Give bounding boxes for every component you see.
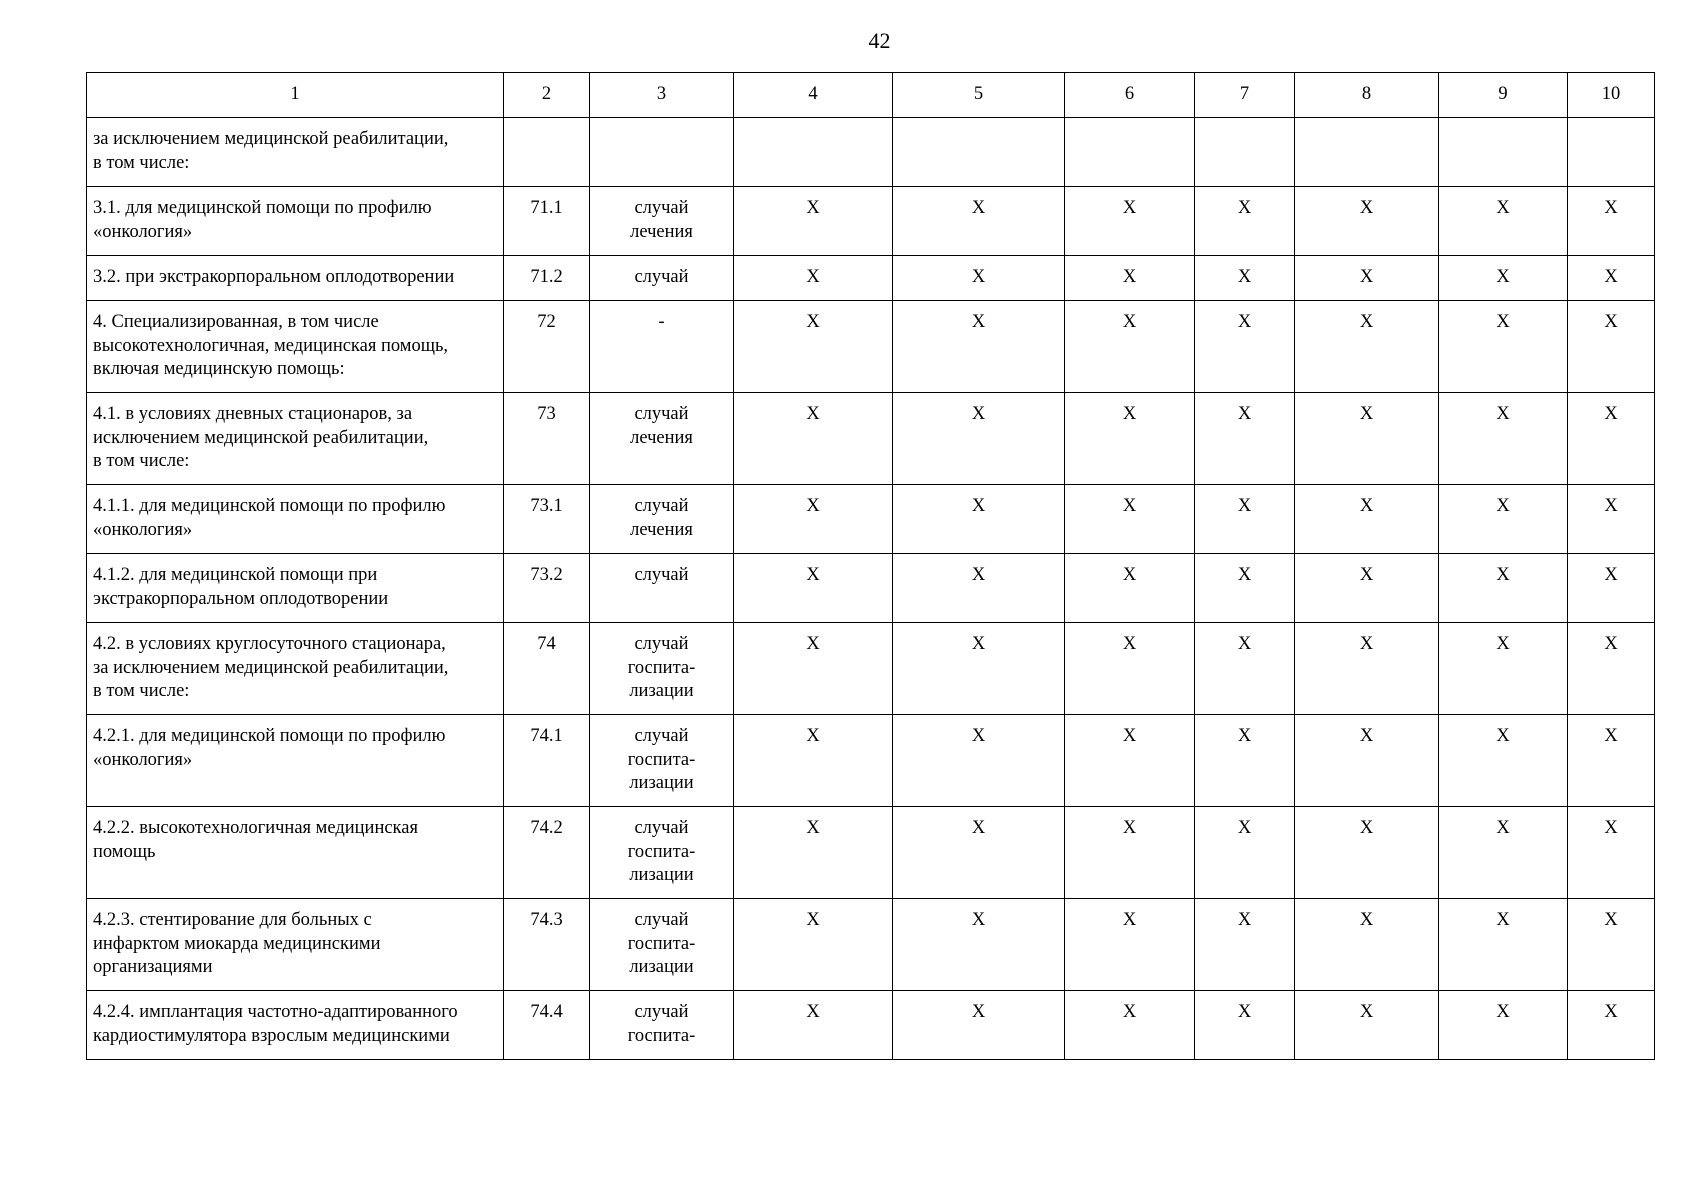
row-value-cell: X: [1568, 899, 1655, 991]
row-value-cell: X: [1065, 256, 1195, 301]
row-value-cell: X: [1065, 899, 1195, 991]
row-code-cell: 73.1: [504, 485, 590, 554]
row-name-cell: 3.1. для медицинской помощи по профилю «онкология»: [87, 187, 504, 256]
row-value-cell: X: [1195, 485, 1295, 554]
table-row: [87, 899, 1655, 991]
row-value-cell: X: [734, 807, 893, 899]
header-row: [87, 73, 1655, 118]
row-code-cell: [504, 118, 590, 187]
row-value-cell: X: [1568, 485, 1655, 554]
table-row: [87, 554, 1655, 623]
column-header: 2: [504, 73, 590, 118]
column-header: 10: [1568, 73, 1655, 118]
row-value-cell: X: [1195, 554, 1295, 623]
row-value-cell: X: [1295, 485, 1439, 554]
row-value-cell: X: [893, 623, 1065, 715]
row-value-cell: [1065, 118, 1195, 187]
row-value-cell: X: [893, 256, 1065, 301]
row-value-cell: X: [893, 485, 1065, 554]
row-value-cell: X: [1065, 301, 1195, 393]
row-value-cell: X: [893, 715, 1065, 807]
row-value-cell: X: [1439, 554, 1568, 623]
row-name-cell: за исключением медицинской реабилитации, в том числе:: [87, 118, 504, 187]
column-header: 3: [590, 73, 734, 118]
column-header: 9: [1439, 73, 1568, 118]
row-value-cell: X: [1065, 807, 1195, 899]
row-value-cell: X: [1439, 899, 1568, 991]
column-header: 6: [1065, 73, 1195, 118]
row-code-cell: 72: [504, 301, 590, 393]
table-row: [87, 256, 1655, 301]
column-header: 7: [1195, 73, 1295, 118]
row-code-cell: 74.3: [504, 899, 590, 991]
row-value-cell: X: [1439, 991, 1568, 1060]
column-header: 4: [734, 73, 893, 118]
table-row: [87, 485, 1655, 554]
row-name-cell: 3.2. при экстракорпоральном оплодотворении: [87, 256, 504, 301]
row-value-cell: X: [1295, 393, 1439, 485]
table-row: [87, 118, 1655, 187]
row-code-cell: 73: [504, 393, 590, 485]
row-value-cell: X: [734, 187, 893, 256]
row-unit-cell: случай госпита- лизации: [590, 715, 734, 807]
row-value-cell: X: [1065, 485, 1195, 554]
row-value-cell: [1568, 118, 1655, 187]
row-code-cell: 74: [504, 623, 590, 715]
row-value-cell: X: [734, 393, 893, 485]
row-name-cell: 4.2.4. имплантация частотно-адаптированного кардиостимулятора взрослым медицинскими: [87, 991, 504, 1060]
row-value-cell: X: [1568, 393, 1655, 485]
row-name-cell: 4.2.3. стентирование для больных с инфарктом миокарда медицинскими организациями: [87, 899, 504, 991]
row-value-cell: X: [893, 393, 1065, 485]
table-row: [87, 393, 1655, 485]
row-value-cell: X: [734, 256, 893, 301]
table-row: [87, 715, 1655, 807]
row-value-cell: X: [1295, 991, 1439, 1060]
row-unit-cell: случай госпита- лизации: [590, 899, 734, 991]
row-value-cell: X: [1065, 623, 1195, 715]
row-value-cell: X: [1195, 899, 1295, 991]
row-name-cell: 4.1.2. для медицинской помощи при экстракорпоральном оплодотворении: [87, 554, 504, 623]
row-value-cell: X: [1568, 715, 1655, 807]
row-value-cell: X: [1439, 715, 1568, 807]
row-value-cell: X: [1295, 807, 1439, 899]
column-header: 8: [1295, 73, 1439, 118]
row-value-cell: X: [1195, 623, 1295, 715]
row-value-cell: X: [1295, 301, 1439, 393]
row-value-cell: X: [1065, 715, 1195, 807]
row-value-cell: X: [1439, 256, 1568, 301]
table-row: [87, 301, 1655, 393]
table-row: [87, 623, 1655, 715]
row-unit-cell: -: [590, 301, 734, 393]
row-value-cell: X: [1065, 393, 1195, 485]
row-unit-cell: случай госпита- лизации: [590, 623, 734, 715]
row-value-cell: X: [1568, 991, 1655, 1060]
data-table: [86, 72, 1655, 1060]
row-value-cell: X: [1568, 554, 1655, 623]
row-unit-cell: случай лечения: [590, 187, 734, 256]
row-value-cell: X: [1439, 393, 1568, 485]
row-value-cell: X: [1295, 256, 1439, 301]
row-unit-cell: случай лечения: [590, 485, 734, 554]
row-code-cell: 74.2: [504, 807, 590, 899]
row-value-cell: X: [1568, 301, 1655, 393]
row-value-cell: X: [1195, 991, 1295, 1060]
row-value-cell: X: [1295, 554, 1439, 623]
row-value-cell: X: [734, 554, 893, 623]
row-value-cell: X: [1568, 807, 1655, 899]
row-value-cell: X: [893, 991, 1065, 1060]
row-value-cell: X: [1065, 554, 1195, 623]
row-value-cell: X: [1568, 256, 1655, 301]
row-value-cell: X: [734, 899, 893, 991]
row-value-cell: X: [1439, 301, 1568, 393]
row-value-cell: X: [1439, 807, 1568, 899]
row-value-cell: X: [1065, 991, 1195, 1060]
row-value-cell: X: [1568, 187, 1655, 256]
row-value-cell: X: [1295, 187, 1439, 256]
row-value-cell: X: [734, 991, 893, 1060]
row-value-cell: [1295, 118, 1439, 187]
row-value-cell: X: [1295, 715, 1439, 807]
row-name-cell: 4.2.2. высокотехнологичная медицинская помощь: [87, 807, 504, 899]
row-value-cell: [1195, 118, 1295, 187]
row-value-cell: X: [1439, 623, 1568, 715]
table-row: [87, 807, 1655, 899]
row-value-cell: X: [1195, 256, 1295, 301]
row-name-cell: 4.2.1. для медицинской помощи по профилю «онкология»: [87, 715, 504, 807]
row-value-cell: X: [1065, 187, 1195, 256]
row-value-cell: X: [1195, 807, 1295, 899]
row-value-cell: X: [893, 899, 1065, 991]
row-unit-cell: случай лечения: [590, 393, 734, 485]
row-value-cell: X: [1295, 899, 1439, 991]
row-name-cell: 4.2. в условиях круглосуточного стационара, за исключением медицинской реабилитации, в том числе:: [87, 623, 504, 715]
row-code-cell: 74.4: [504, 991, 590, 1060]
row-value-cell: X: [893, 807, 1065, 899]
row-unit-cell: [590, 118, 734, 187]
row-value-cell: X: [1195, 715, 1295, 807]
column-header: 1: [87, 73, 504, 118]
row-value-cell: X: [1568, 623, 1655, 715]
row-unit-cell: случай: [590, 256, 734, 301]
table-row: [87, 187, 1655, 256]
row-value-cell: X: [734, 715, 893, 807]
row-unit-cell: случай госпита- лизации: [590, 807, 734, 899]
row-value-cell: X: [1439, 187, 1568, 256]
row-value-cell: X: [1195, 187, 1295, 256]
column-header: 5: [893, 73, 1065, 118]
row-value-cell: X: [893, 554, 1065, 623]
row-value-cell: [893, 118, 1065, 187]
page-number: 42: [868, 28, 891, 53]
row-name-cell: 4.1. в условиях дневных стационаров, за исключением медицинской реабилитации, в том числе:: [87, 393, 504, 485]
row-value-cell: X: [893, 187, 1065, 256]
row-value-cell: X: [1439, 485, 1568, 554]
row-code-cell: 73.2: [504, 554, 590, 623]
row-value-cell: X: [734, 485, 893, 554]
row-value-cell: X: [1195, 393, 1295, 485]
row-value-cell: [734, 118, 893, 187]
row-value-cell: X: [734, 301, 893, 393]
row-unit-cell: случай: [590, 554, 734, 623]
row-value-cell: X: [1295, 623, 1439, 715]
row-value-cell: [1439, 118, 1568, 187]
row-value-cell: X: [734, 623, 893, 715]
row-name-cell: 4. Специализированная, в том числе высокотехнологичная, медицинская помощь, включая медицинскую помощь:: [87, 301, 504, 393]
row-unit-cell: случай госпита-: [590, 991, 734, 1060]
row-code-cell: 71.1: [504, 187, 590, 256]
table-row: [87, 991, 1655, 1060]
row-value-cell: X: [1195, 301, 1295, 393]
row-name-cell: 4.1.1. для медицинской помощи по профилю «онкология»: [87, 485, 504, 554]
row-value-cell: X: [893, 301, 1065, 393]
row-code-cell: 71.2: [504, 256, 590, 301]
row-code-cell: 74.1: [504, 715, 590, 807]
